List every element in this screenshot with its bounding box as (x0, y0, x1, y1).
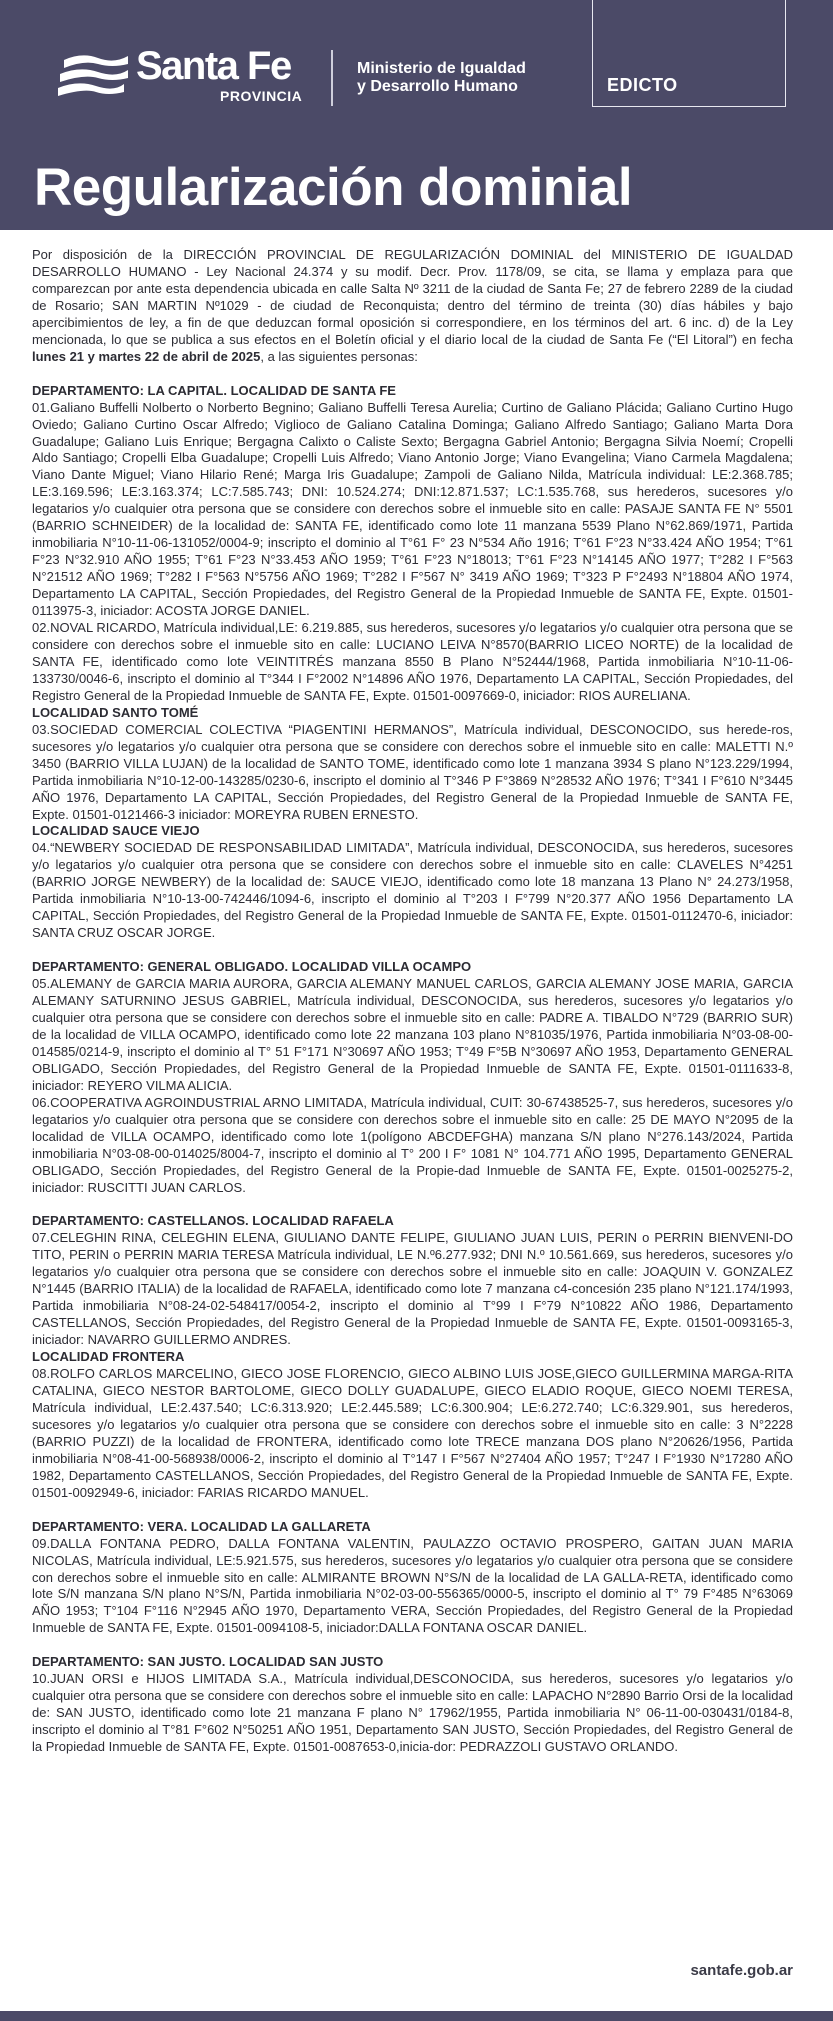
publication-dates: lunes 21 y martes 22 de abril de 2025 (32, 348, 261, 364)
intro-tail: , a las siguientes personas: (260, 348, 418, 364)
ministry-line-2: y Desarrollo Humano (357, 78, 518, 95)
spacer (32, 942, 793, 959)
intro-paragraph (32, 247, 793, 366)
entry-03: 03.SOCIEDAD COMERCIAL COLECTIVA “PIAGENTINI HERMANOS”, Matrícula individual, DESCONOCIDO, sus herede-ros, sucesores y/o legatarios y/o cualquier otra persona que se considere con derechos sobre el inmueble sito en calle: MALETTI N.º 3450 (BARRIO VILLA LUJAN) de la localidad de SANTO TOME, identificado como lote 1 manzana 3934 S plano N°123.229/1994, Partida inmobiliaria N°10-12-00-143285/0230-6, inscripto el dominio al T°346 P F°3869 N°28532 AÑO 1976; T°341 I F°610 N°3445 AÑO 1976, Departamento LA CAPITAL, Sección Propiedades, del Registro General de la Propiedad Inmueble de SANTA FE, Expte. 01501-0121466-3 iniciador: MOREYRA RUBEN ERNESTO. (32, 721, 793, 822)
locality-heading: LOCALIDAD SANTO TOMÉ (32, 704, 199, 720)
brand-name: Santa Fe (136, 44, 291, 88)
section-heading: DEPARTAMENTO: LA CAPITAL. LOCALIDAD DE SANTA FE (32, 382, 396, 398)
page-header (0, 0, 833, 230)
page-title: Regularización dominial (34, 158, 633, 217)
entry-06: 06.COOPERATIVA AGROINDUSTRIAL ARNO LIMITADA, Matrícula individual, CUIT: 30-67438525-7, sus herederos, sucesores y/o legatarios y/o cualquier otra persona que se considere con derechos sobre el inmueble sito en calle: 25 DE MAYO N°2095 de la localidad de VILLA OCAMPO, identificado como lote 1(polígono ABCDEFGHA) manzana S/N plano N°276.143/2024, Partida inmobiliaria N°03-08-00-014025/8004-7, inscripto el dominio al T° 200 I F° 1081 N° 104.771 AÑO 1995, Departamento GENERAL OBLIGADO, Sección Propiedades, del Registro General de la Propie-dad Inmueble de SANTA FE, Expte. 01501-0025275-2, iniciador: RUSCITTI JUAN CARLOS. (32, 1094, 793, 1195)
spacer (32, 1502, 793, 1519)
ministry-name (357, 60, 526, 96)
entry-09: 09.DALLA FONTANA PEDRO, DALLA FONTANA VALENTIN, PAULAZZO OCTAVIO PROSPERO, GAITAN JUAN MARIA NICOLAS, Matrícula individual, LE:5.921.575, sus herederos, sucesores y/o legatarios y/o cualquier otra persona que se considere con derechos sobre el inmueble sito en calle: ALMIRANTE BROWN N°S/N de la localidad de LA GALLA-RETA, identificado como lote S/N manzana S/N plano N°S/N, Partida inmobiliaria N°02-03-00-556365/0000-5, inscripto el dominio al T° 79 F°485 N°63069 AÑO 1953; T°104 F°116 N°2945 AÑO 1970, Departamento VERA, Sección Propiedades, del Registro General de la Propiedad Inmueble de SANTA FE, Expte. 01501-0094108-5, iniciador:DALLA FONTANA OSCAR DANIEL. (32, 1535, 793, 1636)
spacer (32, 1637, 793, 1654)
header-divider (331, 50, 333, 106)
spacer (32, 366, 793, 383)
edict-body (32, 247, 793, 1756)
intro-text: Por disposición de la DIRECCIÓN PROVINCIAL DE REGULARIZACIÓN DOMINIAL del MINISTERIO DE IGUALDAD DESARROLLO HUMANO - Ley Nacional 24.374 y su modif. Decr. Prov. 1178/09, se cita, se llama y emplaza para que comparezcan por ante esta dependencia ubicada en calle Salta Nº 3211 de la ciudad de Santa Fe; 27 de febrero 2289 de la ciudad de Rosario; SAN MARTIN Nº1029 - de ciudad de Reconquista; dentro del término de treinta (30) días hábiles y bajo apercibimientos de ley, a fin de que deduzcan formal oposición si correspondiere, en los términos del art. 6 inc. d) de la Ley mencionada, lo que se publica a sus efectos en el Boletín oficial y el diario local de la ciudad de Santa Fe (“El Litoral”) en fecha (32, 247, 793, 347)
entry-10: 10.JUAN ORSI e HIJOS LIMITADA S.A., Matrícula individual,DESCONOCIDA, sus herederos, sucesores y/o legatarios y/o cualquier otra persona que se considere con derechos sobre el inmueble sito en calle: LAPACHO N°2890 Barrio Orsi de la localidad de: SAN JUSTO, identificado como lote 21 manzana F plano N° 17962/1955, Partida inmobiliaria N° 06-11-00-030431/0184-8, inscripto el dominio al T°81 F°602 N°50251 AÑO 1951, Departamento SAN JUSTO, Sección Propiedades, del Registro General de la Propiedad Inmueble de SANTA FE, Expte. 01501-0087653-0,inicia-dor: PEDRAZZOLI GUSTAVO ORLANDO. (32, 1671, 793, 1755)
edicto-label: EDICTO (607, 75, 678, 95)
section-heading: DEPARTAMENTO: GENERAL OBLIGADO. LOCALIDAD VILLA OCAMPO (32, 959, 472, 975)
brand (136, 44, 303, 104)
entry-04: 04.“NEWBERY SOCIEDAD DE RESPONSABILIDAD LIMITADA”, Matrícula individual, DESCONOCIDA, sus herederos, sucesores y/o legatarios y/o cualquier otra persona que se considere con derechos sobre el inmueble sito en calle: CLAVELES N°4251 (BARRIO JORGE NEWBERY) de la localidad de: SAUCE VIEJO, identificado como lote 18 manzana 13 Plano N° 24.273/1958, Partida inmobiliaria N°10-13-00-742446/1094-6, inscripto el dominio al T°203 I F°799 N°20.377 AÑO 1956 Departamento LA CAPITAL, Sección Propiedades, del Registro General de la Propiedad Inmueble de SANTA FE, Expte. 01501-0112470-6, iniciador: SANTA CRUZ OSCAR JORGE. (32, 840, 793, 941)
bottom-bar (0, 2011, 833, 2021)
spacer (32, 1196, 793, 1213)
brand-subtitle: PROVINCIA (220, 88, 303, 104)
section-heading: DEPARTAMENTO: SAN JUSTO. LOCALIDAD SAN JUSTO (32, 1654, 384, 1670)
entry-02: 02.NOVAL RICARDO, Matrícula individual,LE: 6.219.885, sus herederos, sucesores y/o legatarios y/o cualquier otra persona que se considere con derechos sobre el inmueble sito en calle: LUCIANO LEIVA N°8570(BARRIO LICEO NORTE) de la localidad de SANTA FE, identificado como lote VEINTITRÉS manzana 8550 B Plano N°52444/1968, Partida inmobiliaria N°10-11-06-133730/0046-6, inscripto el dominio al T°344 I F°2002 N°14896 AÑO 1976, Departamento LA CAPITAL, Sección Propiedades, del Registro General de la Propiedad Inmueble de SANTA FE, Expte. 01501-0097669-0, iniciador: RIOS AURELIANA. (32, 620, 793, 703)
locality-heading: LOCALIDAD FRONTERA (32, 1349, 185, 1365)
entry-05: 05.ALEMANY de GARCIA MARIA AURORA, GARCIA ALEMANY MANUEL CARLOS, GARCIA ALEMANY JOSE MARIA, GARCIA ALEMANY SATURNINO JESUS GABRIEL, Matrícula individual, DESCONOCIDA, sus herederos, sucesores y/o legatarios y/o cualquier otra persona que se considere con derechos sobre el inmueble sito en calle: PADRE A. TIBALDO N°729 (BARRIO SUR) de la localidad de VILLA OCAMPO, identificado como lote 22 manzana 103 plano N°81035/1976, Partida inmobiliaria N°03-08-00-014585/0214-9, inscripto el dominio al T° 51 F°171 N°30697 AÑO 1953; T°49 F°5B N°30697 AÑO 1953, Departamento GENERAL OBLIGADO, Sección Propiedades, del Registro General de la Propiedad Inmueble de SANTA FE, Expte. 01501-0111633-8, iniciador: REYERO VILMA ALICIA. (32, 976, 793, 1093)
ministry-line-1: Ministerio de Igualdad (357, 60, 526, 77)
section-heading: DEPARTAMENTO: VERA. LOCALIDAD LA GALLARETA (32, 1518, 371, 1534)
santa-fe-logo-icon (58, 52, 128, 104)
entry-07: 07.CELEGHIN RINA, CELEGHIN ELENA, GIULIANO DANTE FELIPE, GIULIANO JUAN LUIS, PERIN o PERRIN BIENVENI-DO TITO, PERIN o PERRIN MARIA TERESA Matrícula individual, LE N.º6.277.932; DNI N.º 10.561.669, sus herederos, sucesores y/o legatarios y/o cualquier otra persona que se considere con derechos sobre el inmueble sito en calle: JOAQUIN V. GONZALEZ N°1445 (BARRIO ITALIA) de la localidad de RAFAELA, identificado como lote 7 manzana c4-concesión 235 plano N°121.174/1993, Partida inmobiliaria N°08-24-02-548417/0054-2, inscripto el dominio al T°99 I F°79 N°10822 AÑO 1986, Departamento CASTELLANOS, Sección Propiedades, del Registro General de la Propiedad Inmueble de SANTA FE, Expte. 01501-0093165-3, iniciador: NAVARRO GUILLERMO ANDRES. (32, 1230, 793, 1348)
edicto-box (592, 0, 786, 107)
entry-08: 08.ROLFO CARLOS MARCELINO, GIECO JOSE FLORENCIO, GIECO ALBINO LUIS JOSE,GIECO GUILLERMINA MARGA-RITA CATALINA, GIECO NESTOR BARTOLOME, GIECO DOLLY GUADALUPE, GIECO ELADIO ROQUE, GIECO NOEMI TERESA, Matrícula individual, LE:2.437.540; LC:6.313.920; LE:2.445.589; LC:6.300.904; LE:6.272.740; LC:6.329.901, sus herederos, sucesores y/o legatarios y/o cualquier otra persona que se considere con derechos sobre el inmueble sito en calle: 3 N°2228 (BARRIO PUZZI) de la localidad de FRONTERA, identificado como lote TRECE manzana DOS plano N°20626/1956, Partida inmobiliaria N°08-41-00-568938/0006-2, inscripto el dominio al T°147 I F°567 N°27404 AÑO 1957; T°247 I F°1930 N°17280 AÑO 1982, Departamento CASTELLANOS, Sección Propiedades, del Registro General de la Propiedad Inmueble de SANTA FE, Expte. 01501-0092949-6, iniciador: FARIAS RICARDO MANUEL. (32, 1366, 793, 1500)
section-heading: DEPARTAMENTO: CASTELLANOS. LOCALIDAD RAFAELA (32, 1213, 394, 1229)
entry-01: 01.Galiano Buffelli Nolberto o Norberto Begnino; Galiano Buffelli Teresa Aurelia; Curtino de Galiano Plácida; Galiano Curtino Hugo Oviedo; Galiano Curtino Oscar Alfredo; Viglioco de Galiano Catalina Dominga; Galiano Alfredo Santiago; Galiano Marta Dora Guadalupe; Galiano Luis Enrique; Bergagna Calixto o Caliste Sexto; Bergagna Gabriel Antonio; Bergagna Silvia Noemí; Cropelli Aldo Santiago; Cropelli Elba Guadalupe; Cropelli Luis Alfredo; Viano Antonio Jorge; Viano Evangelina; Viano Carmela Magdalena; Viano Dante Miguel; Viano Hilario René; Marga Iris Guadalupe; Zampoli de Galiano Nilda, Matrícula individual: LE:2.368.785; LE:3.169.596; LE:3.163.374; LC:7.585.743; DNI: 10.524.274; DNI:12.871.537; LC:1.535.768, sus herederos, sucesores y/o legatarios y/o cualquier otra persona que se considere con derechos sobre el inmueble sito en calle: PASAJE SANTA FE N° 5501 (BARRIO SCHNEIDER) de la localidad de: SANTA FE, identificado como lote 11 manzana 5539 Plano N°62.869/1971, Partida inmobiliaria N°10-11-06-131052/0004-9; inscripto el dominio al T°61 F° 23 N°534 Año 1916; T°61 F°23 N°33.424 AÑO 1954; T°61 F°23 N°32.910 AÑO 1955; T°61 F°23 N°33.453 AÑO 1959; T°61 F°23 N°18013; T°61 F°23 N°14145 AÑO 1977; T°282 I F°563 N°21512 AÑO 1969; T°282 I F°563 N°5756 AÑO 1969; T°282 I F°567 N° 3419 AÑO 1969; T°323 P F°2493 N°18804 AÑO 1974, Departamento LA CAPITAL, Sección Propiedades, del Registro General de la Propiedad Inmueble de SANTA FE, Expte. 01501-0113975-3, iniciador: ACOSTA JORGE DANIEL. (32, 399, 793, 619)
locality-heading: LOCALIDAD SAUCE VIEJO (32, 823, 200, 839)
footer-url: santafe.gob.ar (690, 1962, 793, 1979)
